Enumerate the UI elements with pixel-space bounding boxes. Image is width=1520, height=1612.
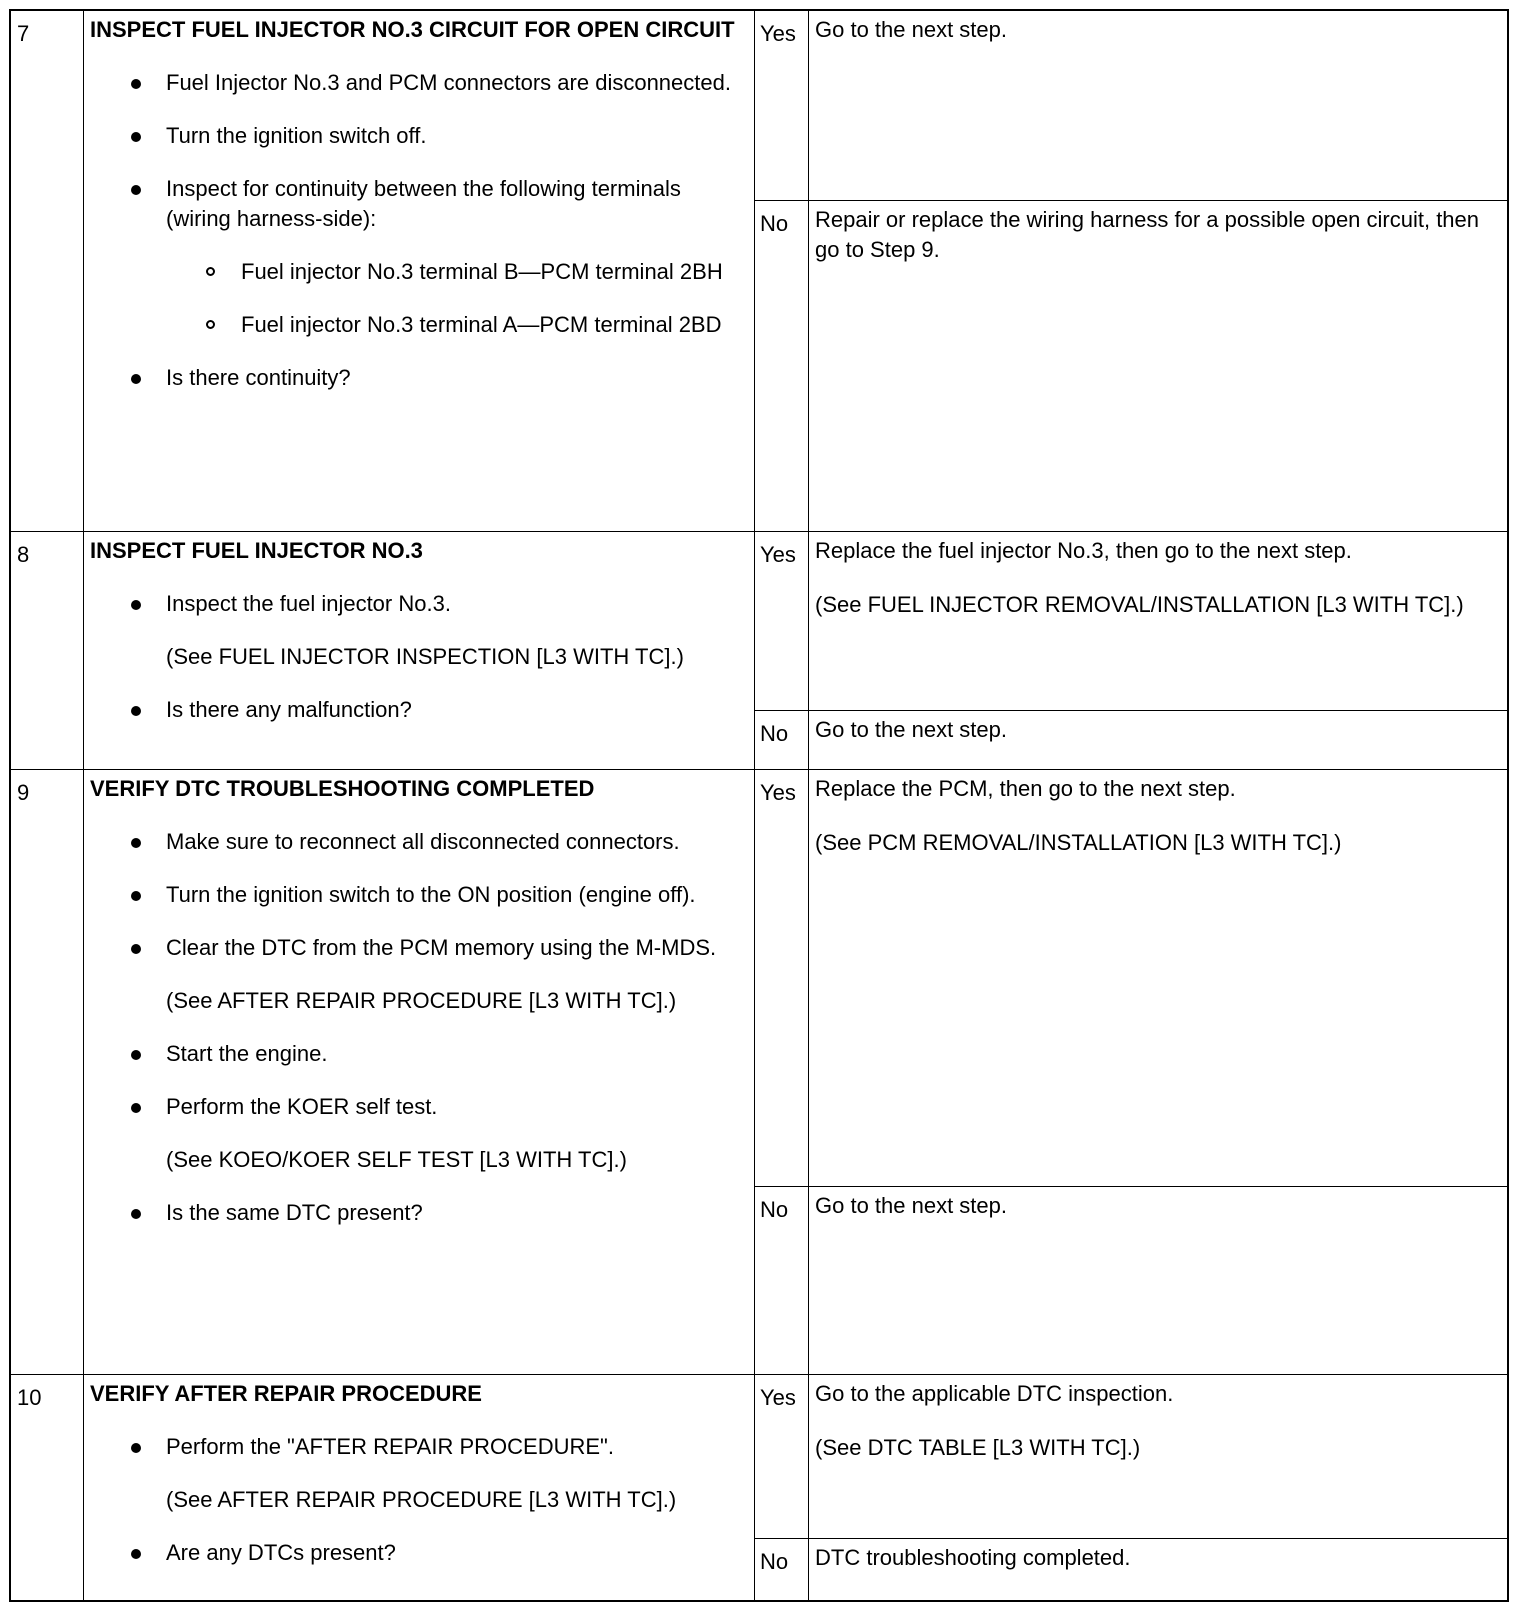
- step-7-procedure: [84, 11, 754, 531]
- procedure-item: Inspect for continuity between the following terminals (wiring harness-side):: [84, 174, 754, 234]
- bullet-icon: [131, 185, 141, 195]
- step-title: VERIFY DTC TROUBLESHOOTING COMPLETED: [90, 776, 595, 801]
- procedure-item: Turn the ignition switch off.: [84, 121, 754, 151]
- answer-no: No: [760, 1549, 789, 1574]
- step-number: 10: [17, 1385, 42, 1410]
- answer-yes: Yes: [760, 1385, 796, 1410]
- bullet-icon: [131, 1103, 141, 1113]
- step-title: INSPECT FUEL INJECTOR NO.3 CIRCUIT FOR OPEN CIRCUIT: [90, 17, 735, 42]
- procedure-note: (See AFTER REPAIR PROCEDURE [L3 WITH TC].): [166, 988, 677, 1013]
- procedure-item: Perform the "AFTER REPAIR PROCEDURE".: [84, 1432, 754, 1462]
- step-number: 9: [17, 780, 30, 805]
- procedure-item: Make sure to reconnect all disconnected connectors.: [84, 827, 754, 857]
- no-result: Go to the next step.: [815, 717, 1008, 742]
- bullet-icon: [131, 706, 141, 716]
- procedure-item: Perform the KOER self test.: [84, 1092, 754, 1122]
- no-result: DTC troubleshooting completed.: [815, 1545, 1131, 1570]
- answer-no: No: [760, 211, 789, 236]
- yes-result: Replace the fuel injector No.3, then go to the next step. (See FUEL INJECTOR REMOVAL/INSTALLATION [L3 WITH TC].): [815, 538, 1464, 617]
- bullet-icon: [131, 1443, 141, 1453]
- bullet-icon: [131, 600, 141, 610]
- troubleshooting-table: [9, 9, 1509, 1602]
- bullet-icon: [131, 374, 141, 384]
- yes-result: Go to the applicable DTC inspection. (See DTC TABLE [L3 WITH TC].): [815, 1381, 1174, 1460]
- procedure-question: Are any DTCs present?: [84, 1538, 754, 1568]
- procedure-item: Turn the ignition switch to the ON position (engine off).: [84, 880, 754, 910]
- bullet-icon: [131, 1549, 141, 1559]
- procedure-question: Is the same DTC present?: [84, 1198, 754, 1228]
- step-title: INSPECT FUEL INJECTOR NO.3: [90, 538, 423, 563]
- bullet-icon: [131, 1209, 141, 1219]
- circle-bullet-icon: [206, 267, 215, 276]
- procedure-item: Inspect the fuel injector No.3.: [84, 589, 754, 619]
- step-number: 7: [17, 21, 30, 46]
- bullet-icon: [131, 891, 141, 901]
- procedure-item: Start the engine.: [84, 1039, 754, 1069]
- procedure-note: (See AFTER REPAIR PROCEDURE [L3 WITH TC].): [166, 1487, 677, 1512]
- step-number: 8: [17, 542, 30, 567]
- procedure-note: (See FUEL INJECTOR INSPECTION [L3 WITH TC].): [166, 644, 684, 669]
- yes-result: Go to the next step.: [815, 17, 1008, 42]
- answer-yes: Yes: [760, 542, 796, 567]
- procedure-item: Clear the DTC from the PCM memory using the M-MDS.: [84, 933, 754, 963]
- answer-yes: Yes: [760, 21, 796, 46]
- procedure-question: Is there any malfunction?: [84, 695, 754, 725]
- bullet-icon: [131, 838, 141, 848]
- no-result: Repair or replace the wiring harness for a possible open circuit, then go to Step 9.: [815, 207, 1480, 262]
- procedure-subitem: Fuel injector No.3 terminal B—PCM terminal 2BH: [84, 257, 754, 287]
- bullet-icon: [131, 944, 141, 954]
- yes-result: Replace the PCM, then go to the next step. (See PCM REMOVAL/INSTALLATION [L3 WITH TC].): [815, 776, 1342, 855]
- procedure-subitem: Fuel injector No.3 terminal A—PCM terminal 2BD: [84, 310, 754, 340]
- no-result: Go to the next step.: [815, 1193, 1008, 1218]
- procedure-question: Is there continuity?: [84, 363, 754, 393]
- step-8-procedure: [84, 532, 754, 769]
- answer-no: No: [760, 1197, 789, 1222]
- bullet-icon: [131, 79, 141, 89]
- answer-no: No: [760, 721, 789, 746]
- procedure-note: (See KOEO/KOER SELF TEST [L3 WITH TC].): [166, 1147, 627, 1172]
- step-title: VERIFY AFTER REPAIR PROCEDURE: [90, 1381, 482, 1406]
- procedure-item: Fuel Injector No.3 and PCM connectors are disconnected.: [84, 68, 754, 98]
- bullet-icon: [131, 1050, 141, 1060]
- bullet-icon: [131, 132, 141, 142]
- circle-bullet-icon: [206, 320, 215, 329]
- step-10-procedure: [84, 1375, 754, 1600]
- answer-yes: Yes: [760, 780, 796, 805]
- step-9-procedure: [84, 770, 754, 1374]
